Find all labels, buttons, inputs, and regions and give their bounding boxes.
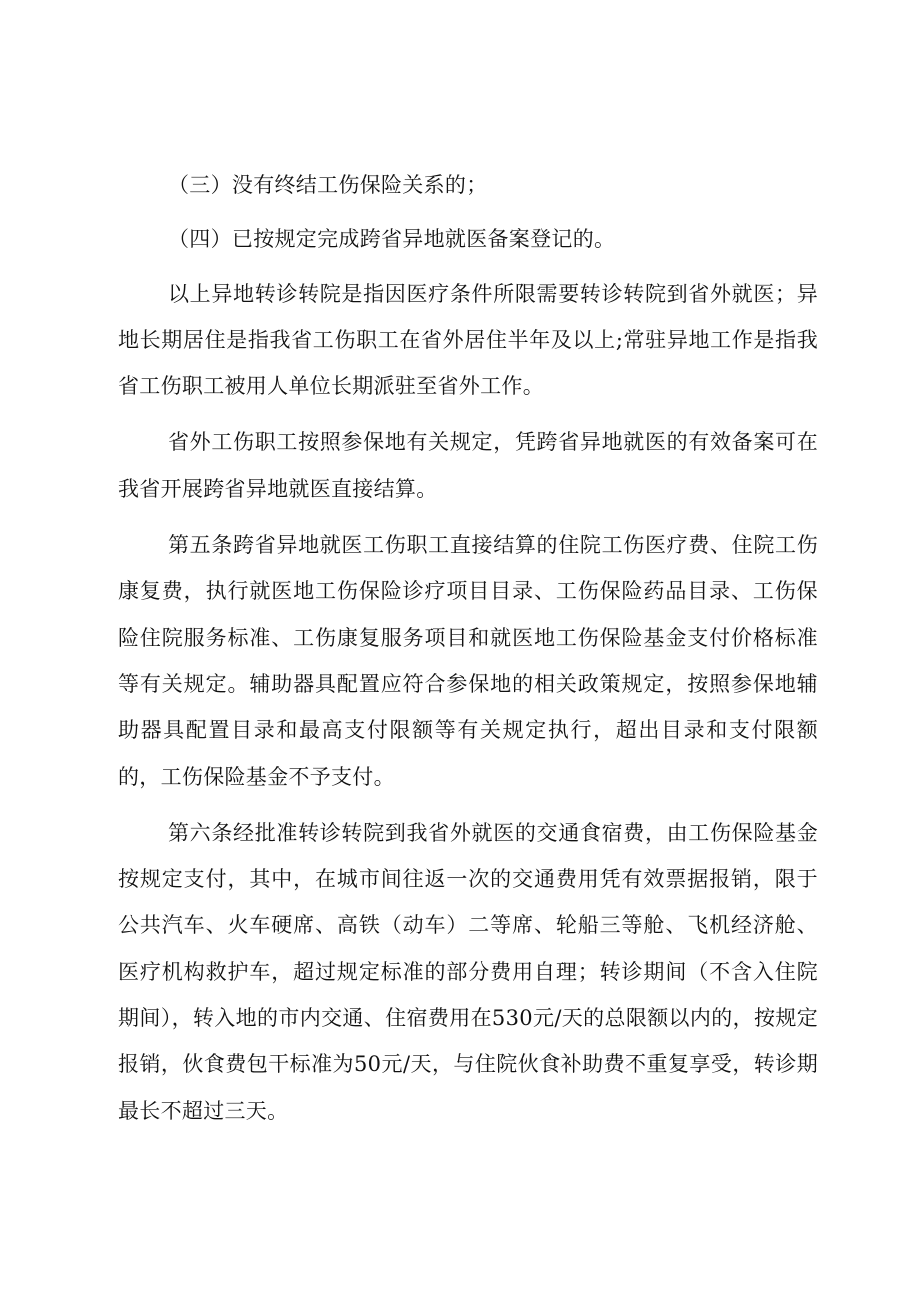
paragraph-article-6: 第六条经批准转诊转院到我省外就医的交通食宿费，由工伤保险基金按规定支付，其中，在城市间往返一次的交通费用凭有效票据报销，限于公共汽车、火车硬席、高铁（动车）二等席、轮船三等舱、飞机经济舱、医疗机构救护车，超过规定标准的部分费用自理；转诊期间（不含入住院期间），转入地的市内交通、住宿费用在530元/天的总限额以内的，按规定报销，伙食费包干标准为50元/天，与住院伙食补助费不重复享受，转诊期最长不超过三天。 bbox=[118, 820, 818, 1123]
document-body bbox=[118, 162, 818, 1134]
paragraph-article-5: 第五条跨省异地就医工伤职工直接结算的住院工伤医疗费、住院工伤康复费，执行就医地工伤保险诊疗项目目录、工伤保险药品目录、工伤保险住院服务标准、工伤康复服务项目和就医地工伤保险基金支付价格标准等有关规定。辅助器具配置应符合参保地的相关政策规定，按照参保地辅助器具配置目录和最高支付限额等有关规定执行，超出目录和支付限额的，工伤保险基金不予支付。 bbox=[118, 533, 818, 789]
paragraph-item-4: （四）已按规定完成跨省异地就医备案登记的。 bbox=[168, 227, 616, 252]
paragraph-item-3: （三）没有终结工伤保险关系的； bbox=[168, 173, 488, 197]
paragraph-definition-transfer: 以上异地转诊转院是指因医疗条件所限需要转诊转院到省外就医；异地长期居住是指我省工伤职工在省外居住半年及以上;常驻异地工作是指我省工伤职工被用人单位长期派驻至省外工作。 bbox=[118, 281, 818, 399]
paragraph-out-of-province-workers: 省外工伤职工按照参保地有关规定，凭跨省异地就医的有效备案可在我省开展跨省异地就医直接结算。 bbox=[118, 430, 818, 501]
